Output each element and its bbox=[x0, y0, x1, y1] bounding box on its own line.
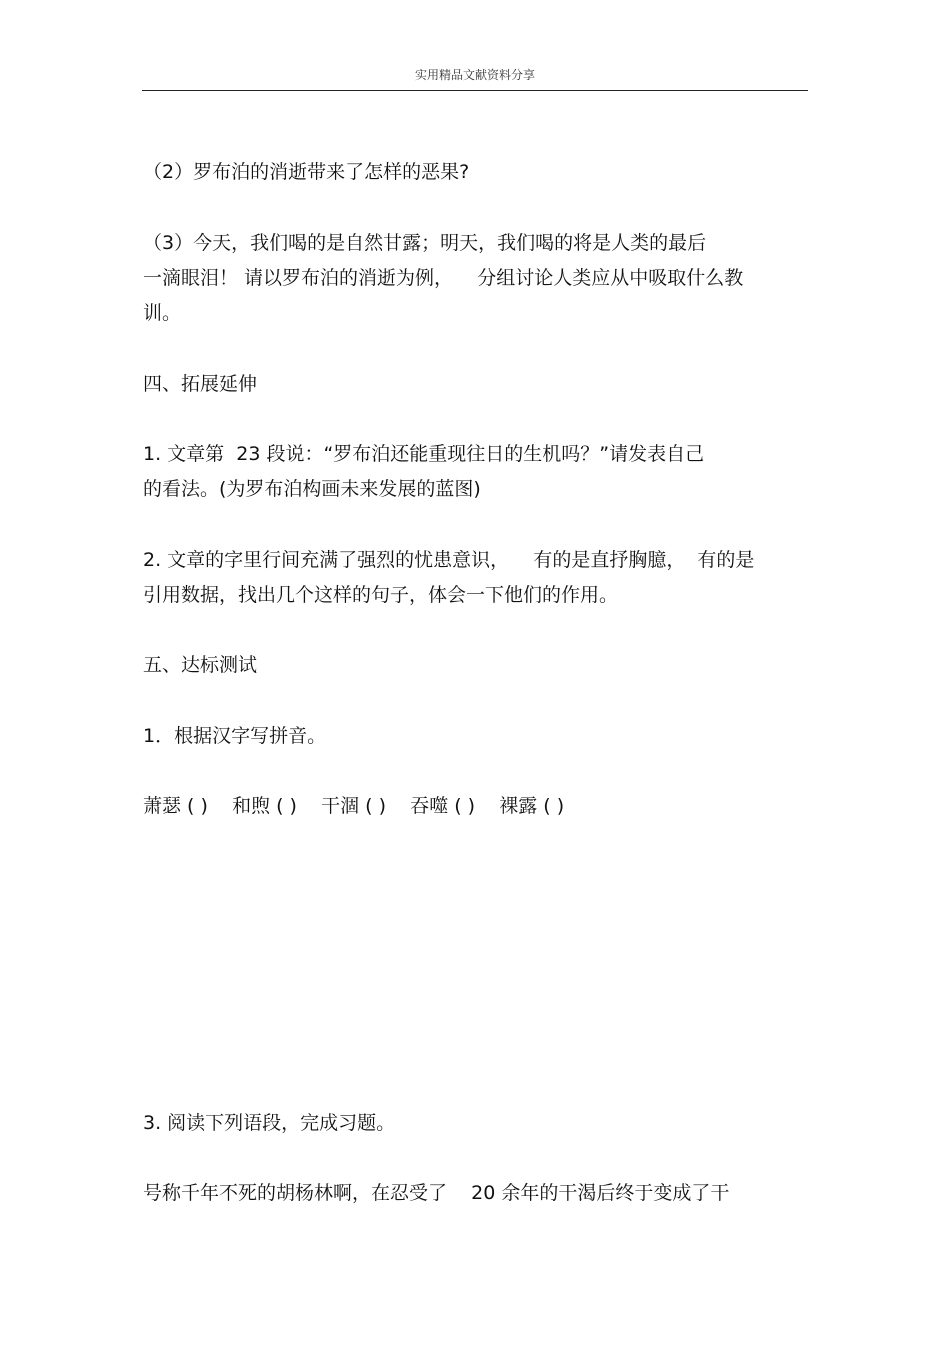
section-4-q1-line-2: 的看法。(为罗布泊构画未来发展的蓝图) bbox=[143, 478, 481, 500]
page-header: 实用精品文献资料分享 bbox=[414, 68, 535, 82]
question-3-line-1: （3）今天，我们喝的是自然甘露；明天，我们喝的将是人类的最后 bbox=[143, 232, 707, 254]
question-3-line-3: 训。 bbox=[143, 302, 182, 324]
question-2: （2）罗布泊的消逝带来了怎样的恶果? bbox=[143, 161, 470, 183]
section-5-q1: 1．根据汉字写拼音。 bbox=[143, 725, 327, 747]
header-rule bbox=[142, 90, 808, 91]
section-5-heading: 五、达标测试 bbox=[143, 654, 258, 676]
section-5-q3-paragraph: 号称千年不死的胡杨林啊，在忍受了 20 余年的干渴后终于变成了干 bbox=[143, 1182, 730, 1204]
section-4-q2-line-2: 引用数据，找出几个这样的句子，体会一下他们的作用。 bbox=[143, 584, 619, 606]
section-4-heading: 四、拓展延伸 bbox=[143, 373, 258, 395]
section-4-q2-line-1: 2. 文章的字里行间充满了强烈的忧患意识， 有的是直抒胸臆， 有的是 bbox=[143, 549, 755, 571]
section-4-q1-line-1: 1. 文章第 23 段说：“罗布泊还能重现往日的生机吗？”请发表自己 bbox=[143, 443, 705, 465]
section-5-q3: 3. 阅读下列语段，完成习题。 bbox=[143, 1112, 396, 1134]
question-3-line-2: 一滴眼泪！ 请以罗布泊的消逝为例， 分组讨论人类应从中吸取什么教 bbox=[143, 267, 744, 289]
section-5-q1-words: 萧瑟 ( ) 和煦 ( ) 干涸 ( ) 吞噬 ( ) 裸露 ( ) bbox=[143, 795, 565, 817]
